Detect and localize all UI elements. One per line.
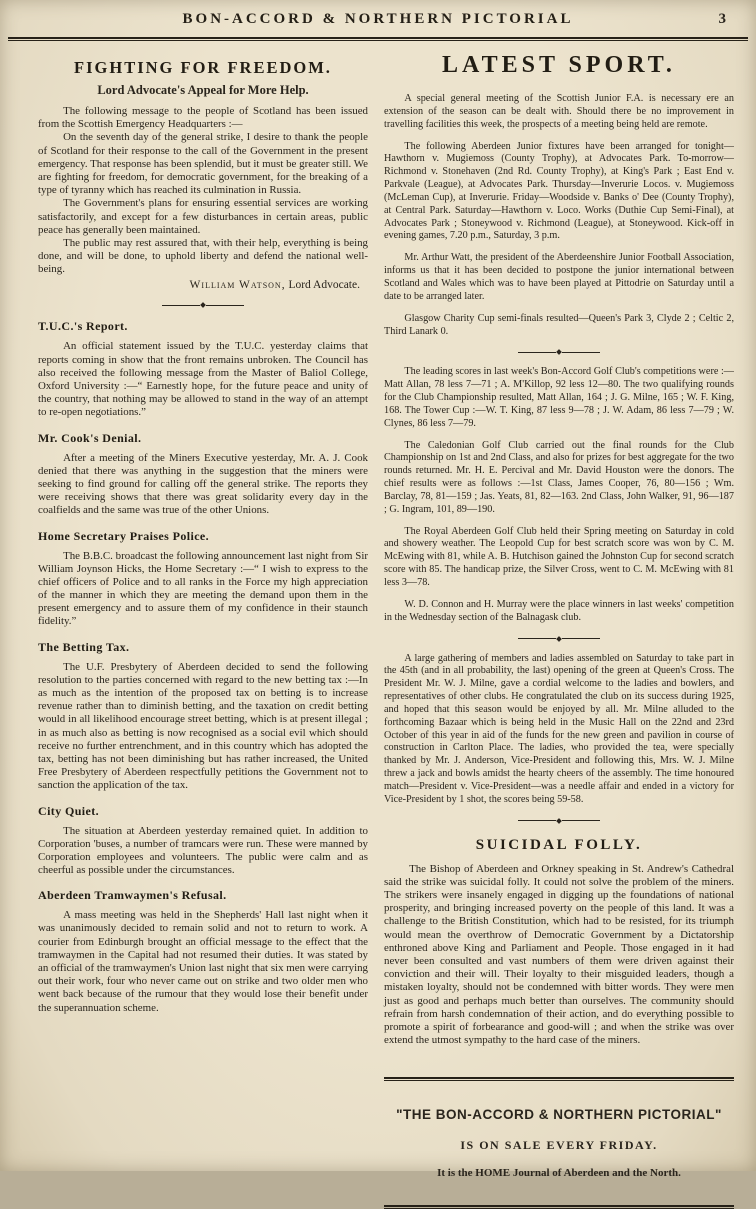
article-title-latest-sport: LATEST SPORT. <box>442 52 676 78</box>
footer-bottom-rule <box>384 1205 734 1209</box>
section-divider <box>384 819 734 823</box>
divider-diamond-icon <box>556 350 562 356</box>
heading-home-secretary: Home Secretary Praises Police. <box>38 528 210 543</box>
heading-tuc-report: T.U.C.'s Report. <box>38 319 128 334</box>
divider-diamond-icon <box>556 636 562 642</box>
paragraph: The Bishop of Aberdeen and Orkney speaking in St. Andrew's Cathedral said the strike was suicidal folly. It could not solve the problem of the miners. The strikers were insanely engaged in digging up the foundations of national prosperity, and bringing increased poverty on the people of this land. It was a challenge to the British Constitution, which had to be resisted, for its triumph would mean the overthrow of Democratic Government by a Dictatorship enthroned above King and Parliament and People. Those engaged in it had never been consulted and vast numbers of them were driven against their conviction and their will. Their loyalty to their misguided leaders, though a mistaken loyalty, should not be condemned with bitter words. They were men just as good and perhaps much better than ourselves. The community should refrain from harsh condemnation of their action, and do everything possible to promote a spirit of forbearance and good-will ; and when the strike was over extend the utmost sympathy to the hard case of the miners. <box>384 862 734 1047</box>
paragraph: The leading scores in last week's Bon-Accord Golf Club's competitions were :—Matt Allan, 78 less 7—71 ; A. M'Killop, 92 less 12—80. The two qualifying rounds for the Club Championship resulted, Matt Allan, 164 ; J. G. Milne, 165 ; W. F. King, 168. The Tower Cup :—W. T. King, 87 less 9—78 ; J. W. Adam, 86 less 7—79 ; W. Clynes, 86 less 7—79. <box>384 366 734 429</box>
paragraph: The U.F. Presbytery of Aberdeen decided to send the following resolution to the parties concerned with regard to the new betting tax :—In as much as the intention of the proposed tax on betting is to increase revenue rather than to diminish betting, and the taxation on credit betting would in all likelihood encourage street betting, which is at present illegal ; in as much also as betting is now recognised as a social evil which should receive no further entrenchment, and in this country which has adopted the tax, betting has not been diminishing but has rather increased, the United Free Presbytery of Aberdeen respectfully petitions the Government not to sanction the application of the tax. <box>38 660 368 792</box>
left-column <box>38 50 368 1015</box>
signature-title: Lord Advocate. <box>285 279 360 292</box>
footer-advert-box <box>384 1077 734 1209</box>
paragraph: A large gathering of members and ladies assembled on Saturday to take part in the 45th (and in all probability, the last) opening of the green at Queen's Cross. The President Mr. W. J. Milne, gave a cordial welcome to the ladies and bowlers, and representatives of other clubs. He congratulated the club on its success during 1925, and hoped that this season would be enjoyed by all. Mr. Milne alluded to the forthcoming Bazaar which is being held in the Music Hall on the 22nd and 23rd October of this year in aid of the funds for the new green and pavilion in course of construction in Carlton Place. The ladies, who provided the tea, were specially thanked by Mr. J. Anderson, Vice-President and following this, Mrs. W. J. Milne threw a jack and bowls amidst the hearty cheers of the assembly. The time honoured match—President v. Vice-President—was a needle affair and ended in a victory for Vice-President by 1 shot, the scores being 59-58. <box>384 652 734 805</box>
paragraph: The situation at Aberdeen yesterday remained quiet. In addition to Corporation 'buses, a number of tramcars were run. These were manned by Corporation employees and volunteers. The public were calm and as cheerful as possible under the circumstances. <box>38 824 368 877</box>
divider-line <box>562 820 600 821</box>
columns <box>38 50 734 1209</box>
signature-name: William Watson, <box>189 279 286 292</box>
footer-paper-name: "THE BON-ACCORD & NORTHERN PICTORIAL" <box>396 1107 722 1123</box>
masthead-rule <box>8 37 748 41</box>
divider-line <box>518 352 556 353</box>
divider-line <box>518 638 556 639</box>
heading-city-quiet: City Quiet. <box>38 803 100 818</box>
divider-line <box>162 305 200 306</box>
paragraph: Glasgow Charity Cup semi-finals resulted—Queen's Park 3, Clyde 2 ; Celtic 2, Third Lanark 0. <box>384 312 734 337</box>
page-number: 3 <box>718 11 726 27</box>
paragraph: The Royal Aberdeen Golf Club held their Spring meeting on Saturday in cold and showery weather. The Leopold Cup for best scratch score was won by C. M. McEwing with 81, while A. B. Hutchison gained the Johnston Cup for second scratch score with 85. The handicap prize, the Silver Cross, went to C. M. McEwing with 81 less 3—78. <box>384 525 734 588</box>
heading-suicidal-folly: SUICIDAL FOLLY. <box>475 836 643 853</box>
signature-line <box>38 279 368 291</box>
divider-diamond-icon <box>200 303 206 309</box>
divider-line <box>206 305 244 306</box>
section-divider <box>384 350 734 354</box>
section-divider <box>38 303 368 307</box>
paragraph: On the seventh day of the general strike, I desire to thank the people of Scotland for their response to the call of the Government in the present emergency. That response has been splendid, but it must be greater still. We are fighting for freedom, for democratic government, for the breaking of a type of tyranny which has reached its culmination in Russia. <box>38 131 368 197</box>
paragraph: After a meeting of the Miners Executive yesterday, Mr. A. J. Cook denied that there was anything in the suggestion that the miners were seeking to find ground for calling off the general strike. The reports they were receiving shows that there was great solidarity every day in the coalfields and the same was true of the other Unions. <box>38 451 368 517</box>
paragraph: The B.B.C. broadcast the following announcement last night from Sir William Joynson Hicks, the Home Secretary :—“ I wish to express to the chief officers of Police and to all ranks in the Force my high appreciation of the manner in which they are meeting the demand upon them in the present emergency and to assure them of my confidence in their staunch fidelity.” <box>38 549 368 628</box>
footer-sale-line: IS ON SALE EVERY FRIDAY. <box>460 1138 658 1153</box>
paragraph: The Government's plans for ensuring essential services are working satisfactorily, and except for a few disturbances in certain areas, public peace has generally been maintained. <box>38 197 368 236</box>
divider-diamond-icon <box>556 818 562 824</box>
paragraph: A mass meeting was held in the Shepherds' Hall last night when it was unanimously decided to remain solid and not to return to work. A courier from Edinburgh brought an official message to the effect that the tramwaymen in the Capital had not resumed their duties. It was stated by an official of the tramwaymen's Union last night that six men were carrying out their work, four who never came out on strike and two older men who went back because of the rumour that they would lose their benefit under the superannuation scheme. <box>38 909 368 1014</box>
paragraph: W. D. Connon and H. Murray were the place winners in last weeks' competition in the Wednesday section of the Balnagask club. <box>384 598 734 623</box>
paragraph: A special general meeting of the Scottish Junior F.A. is necessary ere an extension of the season can be dealt with. Should there be no improvement in travelling facilities this week, the prospects of a meeting being held are remote. <box>384 93 734 130</box>
paragraph: Mr. Arthur Watt, the president of the Aberdeenshire Junior Football Association, informs us that it has been decided to postpone the junior international between Scotland and Wales which was to have been played at Pittodrie on Saturday until a date to be arranged later. <box>384 252 734 302</box>
article-title-fighting-for-freedom: FIGHTING FOR FREEDOM. <box>74 58 332 77</box>
divider-line <box>518 820 556 821</box>
paragraph: An official statement issued by the T.U.C. yesterday claims that reports coming in show that the front remains unbroken. The Council has also received the following message from the Master of Baliol College, Oxford University :—“ Earnestly hope, for the future peace and unity of the country, that nothing may be allowed to stand in the way of an attempt to re-open negotiations.” <box>38 340 368 419</box>
paragraph: The following Aberdeen Junior fixtures have been arranged for tonight—Hawthorn v. Mugiemoss (County Trophy), at Advocates Park. To-morrow—Richmond v. Stonehaven (2nd Rd. County Trophy), at King's Park ; East End v. Parkvale (League), at Advocates Park. Thursday—Inverurie Locos. v. Mugiemoss (McLeman Cup), at Inverurie. Friday—Woodside v. Banks o' Dee (County Trophy), at Central Park. Saturday—Hawthorn v. Loco. Works (Duthie Cup Semi-Final), at Advocates Park ; Stoneywood v. Richmond (League), at Stoneywood. Kick-off in evening games, 7.20 p.m., Saturday, 3 p.m. <box>384 140 734 242</box>
divider-line <box>562 638 600 639</box>
paragraph: The public may rest assured that, with their help, everything is being done, and will be done, to uphold liberty and defend the national well-being. <box>38 236 368 276</box>
masthead-title: BON-ACCORD & NORTHERN PICTORIAL <box>182 11 574 27</box>
section-divider <box>384 637 734 641</box>
article-subtitle-lord-advocate: Lord Advocate's Appeal for More Help. <box>97 83 309 97</box>
heading-cooks-denial: Mr. Cook's Denial. <box>38 430 142 445</box>
divider-line <box>562 352 600 353</box>
heading-betting-tax: The Betting Tax. <box>38 639 130 654</box>
paragraph: The Caledonian Golf Club carried out the final rounds for the Club Championship on 1st and 2nd Class, and also for prizes for best aggregate for the two rounds returned. Mr. H. E. Percival and Mr. David Houston were the donors. The chief results were as follows :—1st Class, James Cooper, 76, 80—156 ; Wm. Barclay, 78, 81—159 ; Jas. Yeats, 81, 82—163. 2nd Class, John Walker, 91, 96—187 ; G. Ingram, 101, 89—190. <box>384 439 734 515</box>
right-column <box>384 50 734 1209</box>
paragraph: The following message to the people of Scotland has been issued from the Scottish Emergency Headquarters :— <box>38 105 368 131</box>
footer-journal-line: It is the HOME Journal of Aberdeen and the North. <box>437 1167 681 1180</box>
heading-tramwaymen-refusal: Aberdeen Tramwaymen's Refusal. <box>38 888 227 903</box>
footer-top-rule <box>384 1077 734 1081</box>
